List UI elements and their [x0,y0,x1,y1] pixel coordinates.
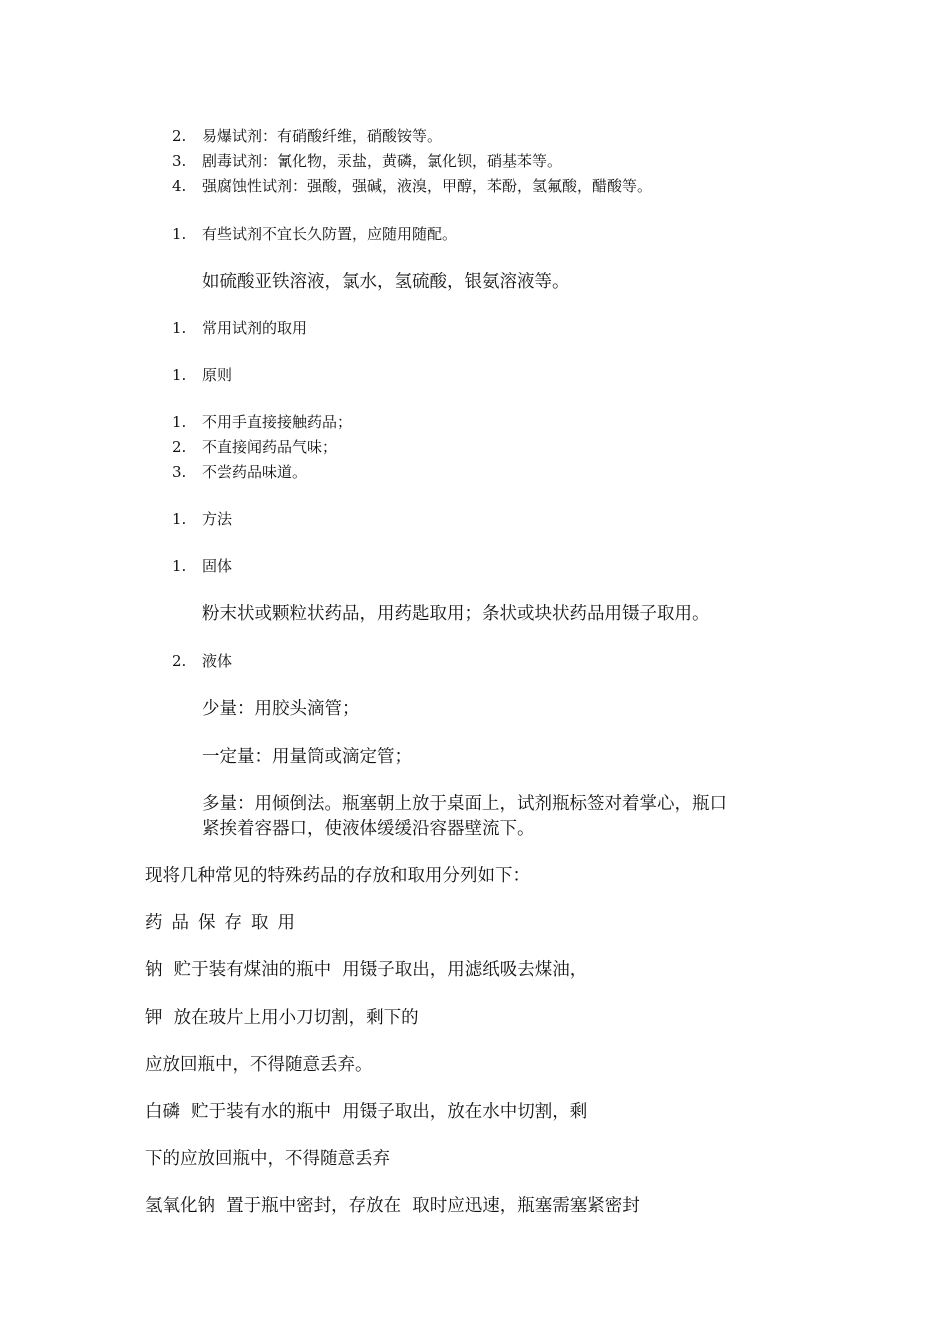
list-text: 不用手直接接触药品； [202,413,353,431]
list-text: 强腐蚀性试剂：强酸，强碱，液溴，甲醇，苯酚，氢氟酸，醋酸等。 [202,177,653,195]
list-text: 常用试剂的取用 [202,319,308,337]
list-text: 有些试剂不宜长久防置，应随用随配。 [202,225,458,243]
paragraph-liquid-large-line2: 紧挨着容器口，使液体缓缓沿容器壁流下。 [202,819,535,839]
list-number: 1. [172,557,187,575]
table-row: 白磷 贮于装有水的瓶中 用镊子取出，放在水中切割，剩 [145,1102,588,1122]
list-number: 2. [172,127,187,145]
list-text: 方法 [202,510,233,528]
list-number: 1. [172,225,187,243]
paragraph-storage-example: 如硫酸亚铁溶液，氯水，氢硫酸，银氨溶液等。 [202,272,570,292]
list-number: 1. [172,510,187,528]
list-number: 2. [172,438,187,456]
list-text: 原则 [202,366,233,384]
list-text: 易爆试剂：有硝酸纤维，硝酸铵等。 [202,127,443,145]
list-number: 2. [172,652,187,670]
table-row: 下的应放回瓶中，不得随意丢弃 [145,1149,390,1169]
table-row: 钾 放在玻片上用小刀切割，剩下的 [145,1008,419,1028]
list-number: 3. [172,152,187,170]
table-row: 氢氧化钠 置于瓶中密封，存放在 取时应迅速，瓶塞需塞紧密封 [145,1196,640,1216]
list-number: 4. [172,177,187,195]
list-text: 剧毒试剂：氰化物，汞盐，黄磷，氯化钡，硝基苯等。 [202,152,563,170]
paragraph-intro: 现将几种常见的特殊药品的存放和取用分列如下： [145,866,530,886]
paragraph-liquid-fixed: 一定量：用量筒或滴定管； [202,747,412,767]
table-row: 钠 贮于装有煤油的瓶中 用镊子取出，用滤纸吸去煤油， [145,960,588,980]
list-number: 1. [172,413,187,431]
paragraph-solid: 粉末状或颗粒状药品，用药匙取用；条状或块状药品用镊子取用。 [202,604,710,624]
list-text: 不尝药品味道。 [202,463,308,481]
list-number: 1. [172,319,187,337]
paragraph-liquid-large-line1: 多量：用倾倒法。瓶塞朝上放于桌面上，试剂瓶标签对着掌心，瓶口 [202,794,727,814]
list-number: 3. [172,463,187,481]
table-row: 应放回瓶中，不得随意丢弃。 [145,1055,373,1075]
paragraph-liquid-small: 少量：用胶头滴管； [202,699,360,719]
list-text: 固体 [202,557,233,575]
list-text: 不直接闻药品气味； [202,438,338,456]
list-text: 液体 [202,652,233,670]
table-header: 药品保存取用 [145,913,304,933]
list-number: 1. [172,366,187,384]
